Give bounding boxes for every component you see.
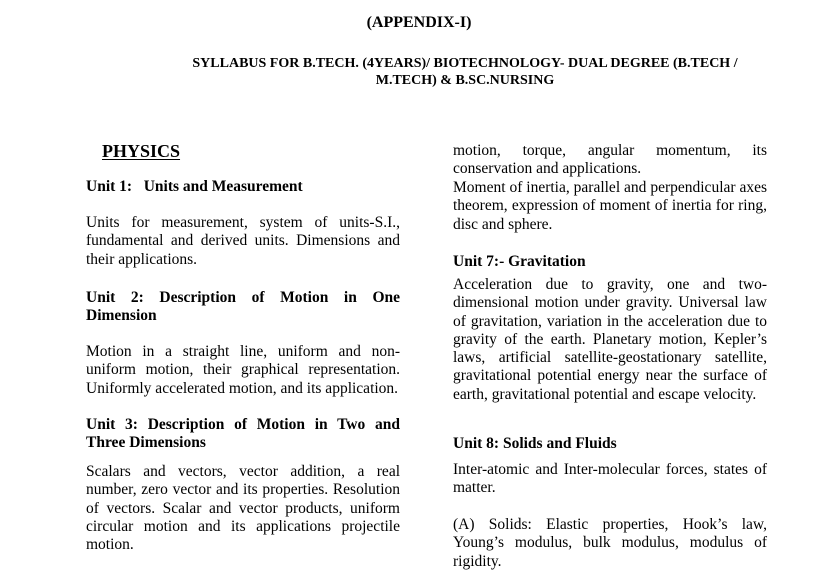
subtitle-line-2: M.TECH) & B.SC.NURSING xyxy=(375,73,555,88)
unit-7-heading: Unit 7:- Gravitation xyxy=(453,253,586,270)
unit-1-heading: Unit 1: Units and Measurement xyxy=(86,178,303,195)
subject-heading: PHYSICS xyxy=(102,141,181,161)
unit-1-body: Units for measurement, system of units-S.I., fundamental and derived units. Dimensions and their applications. xyxy=(86,214,400,268)
unit-2-body: Motion in a straight line, uniform and non-uniform motion, their graphical representation. Uniformly accelerated motion, and its application. xyxy=(86,343,400,397)
continued-body-2: Moment of inertia, parallel and perpendicular axes theorem, expression of moment of inertia for ring, disc and sphere. xyxy=(453,179,767,233)
unit-8-body-1: Inter-atomic and Inter-molecular forces, states of matter. xyxy=(453,461,767,497)
appendix-title: (APPENDIX-I) xyxy=(366,14,472,31)
syllabus-subtitle xyxy=(170,55,760,89)
unit-7-body: Acceleration due to gravity, one and two-dimensional motion under gravity. Universal law of gravitation, variation in the acceleration due to gravity of the earth. Planetary motion, Kepler’s laws, artificial satellite-geostationary satellite, gravitational potential energy near the surface of earth, gravitational potential and escape velocity. xyxy=(453,276,767,403)
continued-body-1: motion, torque, angular momentum, its conservation and applications. xyxy=(453,142,767,178)
unit-3-body: Scalars and vectors, vector addition, a real number, zero vector and its properties. Resolution of vectors. Scalar and vector products, uniform circular motion and its applications projectile motion. xyxy=(86,463,400,554)
unit-8-heading: Unit 8: Solids and Fluids xyxy=(453,435,617,452)
subtitle-line-1: SYLLABUS FOR B.TECH. (4YEARS)/ BIOTECHNOLOGY- DUAL DEGREE (B.TECH / xyxy=(192,56,738,71)
unit-8-body-2: (A) Solids: Elastic properties, Hook’s law, Young’s modulus, bulk modulus, modulus of rigidity. xyxy=(453,516,767,570)
unit-3-heading: Unit 3: Description of Motion in Two and Three Dimensions xyxy=(86,416,400,452)
unit-2-heading: Unit 2: Description of Motion in One Dimension xyxy=(86,289,400,325)
